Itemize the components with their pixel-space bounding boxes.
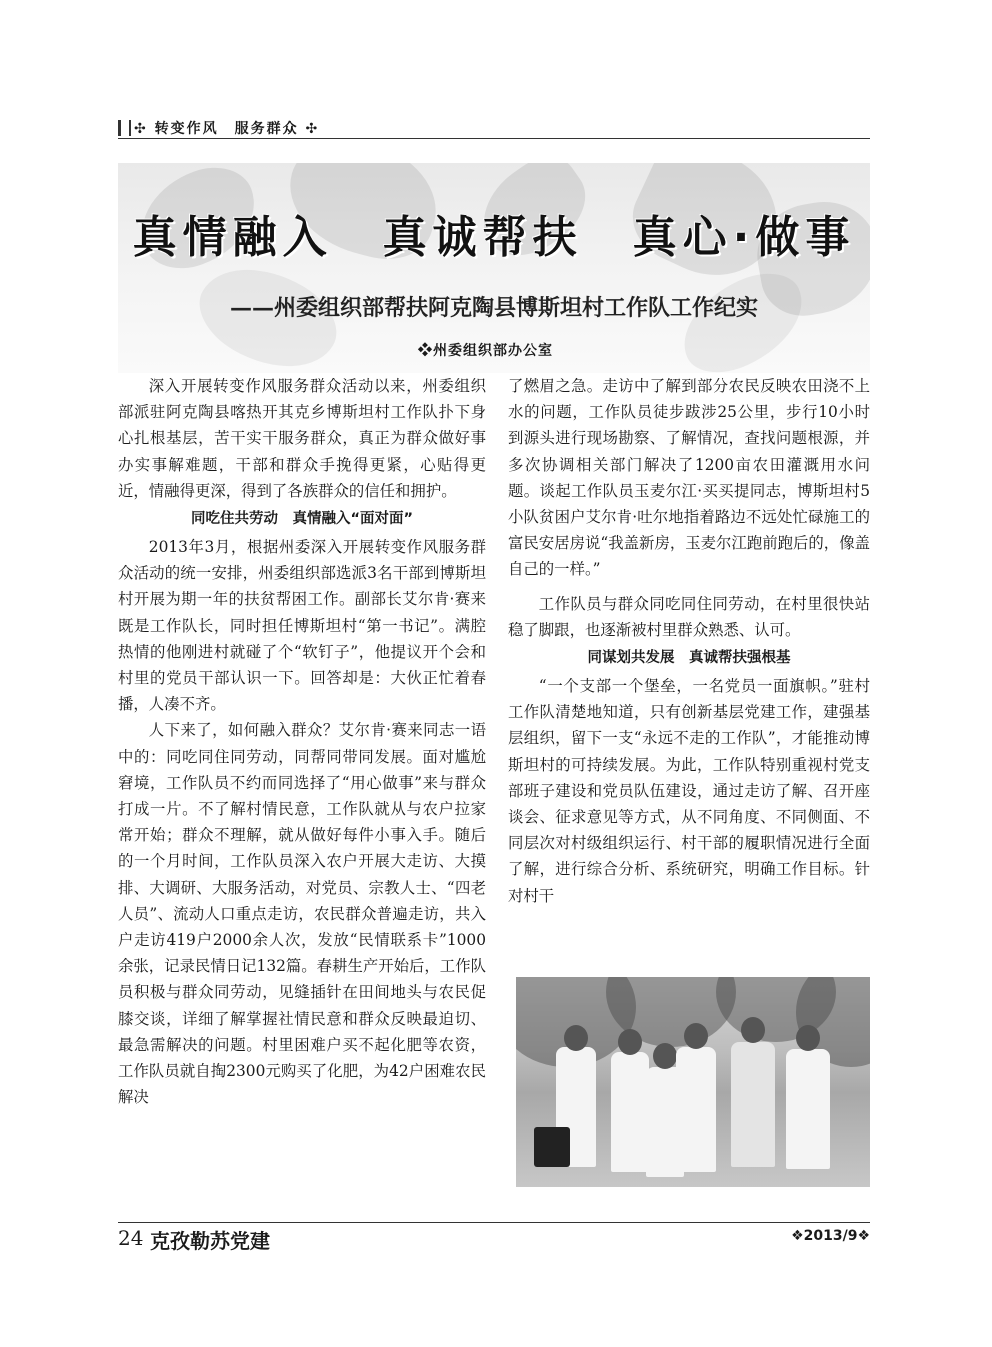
issue-date: ❖2013/9❖ (791, 1228, 870, 1244)
briefcase (534, 1127, 570, 1167)
header-rule (118, 138, 870, 139)
paragraph: 2013年3月，根据州委深入开展转变作风服务群众活动的统一安排，州委组织部选派3名干部到博斯坦村开展为期一年的扶贫帮困工作。副部长艾尔肯·赛来既是工作队长，同时担任博斯坦村“第一书记”。满腔热情的他刚进村就碰了个“软钉子”，他提议开个会和村里的党员干部认识一下。回答却是：大伙正忙着春播，人凑不齐。 (118, 538, 486, 714)
header-bars-ornament (118, 120, 131, 136)
footer-rule (118, 1222, 870, 1223)
person-head (564, 1025, 588, 1051)
article-title: 真情融入 真诚帮扶 真心·做事 (132, 212, 856, 263)
byline: ❖州委组织部办公室 (418, 343, 553, 359)
person-head (796, 1025, 820, 1051)
person-figure (786, 1049, 830, 1169)
running-header (118, 118, 870, 140)
section-heading: 同吃住共劳动 真情融入“面对面” (190, 511, 414, 528)
article-subtitle: ——州委组织部帮扶阿克陶县博斯坦村工作队工作纪实 (229, 295, 758, 321)
person-figure (611, 1052, 649, 1172)
paragraph: 深入开展转变作风服务群众活动以来，州委组织部派驻阿克陶县喀热开其克乡博斯坦村工作队扑下身心扎根基层，苦干实干服务群众，真正为群众做好事办实事解难题，干部和群众手挽得更紧，心贴得更近，情融得更深，得到了各族群众的信任和拥护。 (118, 377, 486, 500)
section-label: ✣ 转变作风 服务群众 ✣ (134, 121, 320, 137)
article-photo (516, 977, 870, 1187)
person-head (684, 1023, 708, 1049)
person-figure (731, 1042, 775, 1167)
page-footer (118, 1222, 870, 1252)
paragraph: 人下来了，如何融入群众？艾尔肯·赛来同志一语中的：同吃同住同劳动，同帮同带同发展。面对尴尬窘境，工作队员不约而同选择了“用心做事”来与群众打成一片。不了解村情民意，工作队就从与农户拉家常开始；群众不理解，就从做好每件小事入手。随后的一个月时间，工作队员深入农户开展大走访、大摸排、大调研、大服务活动，对党员、宗教人士、“四老人员”、流动人口重点走访，农民群众普遍走访，共入户走访419户2000余人次，发放“民情联系卡”1000余张，记录民情日记132篇。春耕生产开始后，工作队员积极与群众同劳动，见缝插针在田间地头与农民促膝交谈，详细了解掌握社情民意和群众反映最迫切、最急需解决的问题。村里困难户买不起化肥等农资，工作队员就自掏2300元购买了化肥，为42户困难农民解决 (118, 721, 486, 1107)
page-number: 24 (118, 1226, 144, 1250)
person-head (618, 1029, 642, 1055)
person-head (741, 1017, 765, 1043)
right-column (508, 373, 870, 909)
person-head (653, 1043, 677, 1069)
left-column (118, 373, 486, 1110)
magazine-name: 克孜勒苏党建 (150, 1229, 270, 1253)
paragraph: 了燃眉之急。走访中了解到部分农民反映农田浇不上水的问题，工作队员徒步跋涉25公里，步行10小时到源头进行现场勘察、了解情况，查找问题根源，并多次协调相关部门解决了1200亩农田灌溉用水问题。谈起工作队员玉麦尔江·买买提同志，博斯坦村5小队贫困户艾尔肯·吐尔地指着路边不远处忙碌施工的富民安居房说“我盖新房，玉麦尔江跑前跑后的，像盖自己的一样。” (508, 377, 870, 579)
section-heading: 同谋划共发展 真诚帮扶强根基 (587, 650, 791, 667)
paragraph: 工作队员与群众同吃同住同劳动，在村里很快站稳了脚跟，也逐渐被村里群众熟悉、认可。 (508, 594, 870, 639)
person-figure (676, 1047, 716, 1172)
paragraph: “一个支部一个堡垒，一名党员一面旗帜。”驻村工作队清楚地知道，只有创新基层党建工作，建强基层组织，留下一支“永远不走的工作队”，才能推动博斯坦村的可持续发展。为此，工作队特别重视村党支部班子建设和党员队伍建设，通过走访了解、召开座谈会、征求意见等方式，从不同角度、不同侧面、不同层次对村级组织运行、村干部的履职情况进行全面了解，进行综合分析、系统研究，明确工作目标。针对村干 (508, 677, 870, 905)
